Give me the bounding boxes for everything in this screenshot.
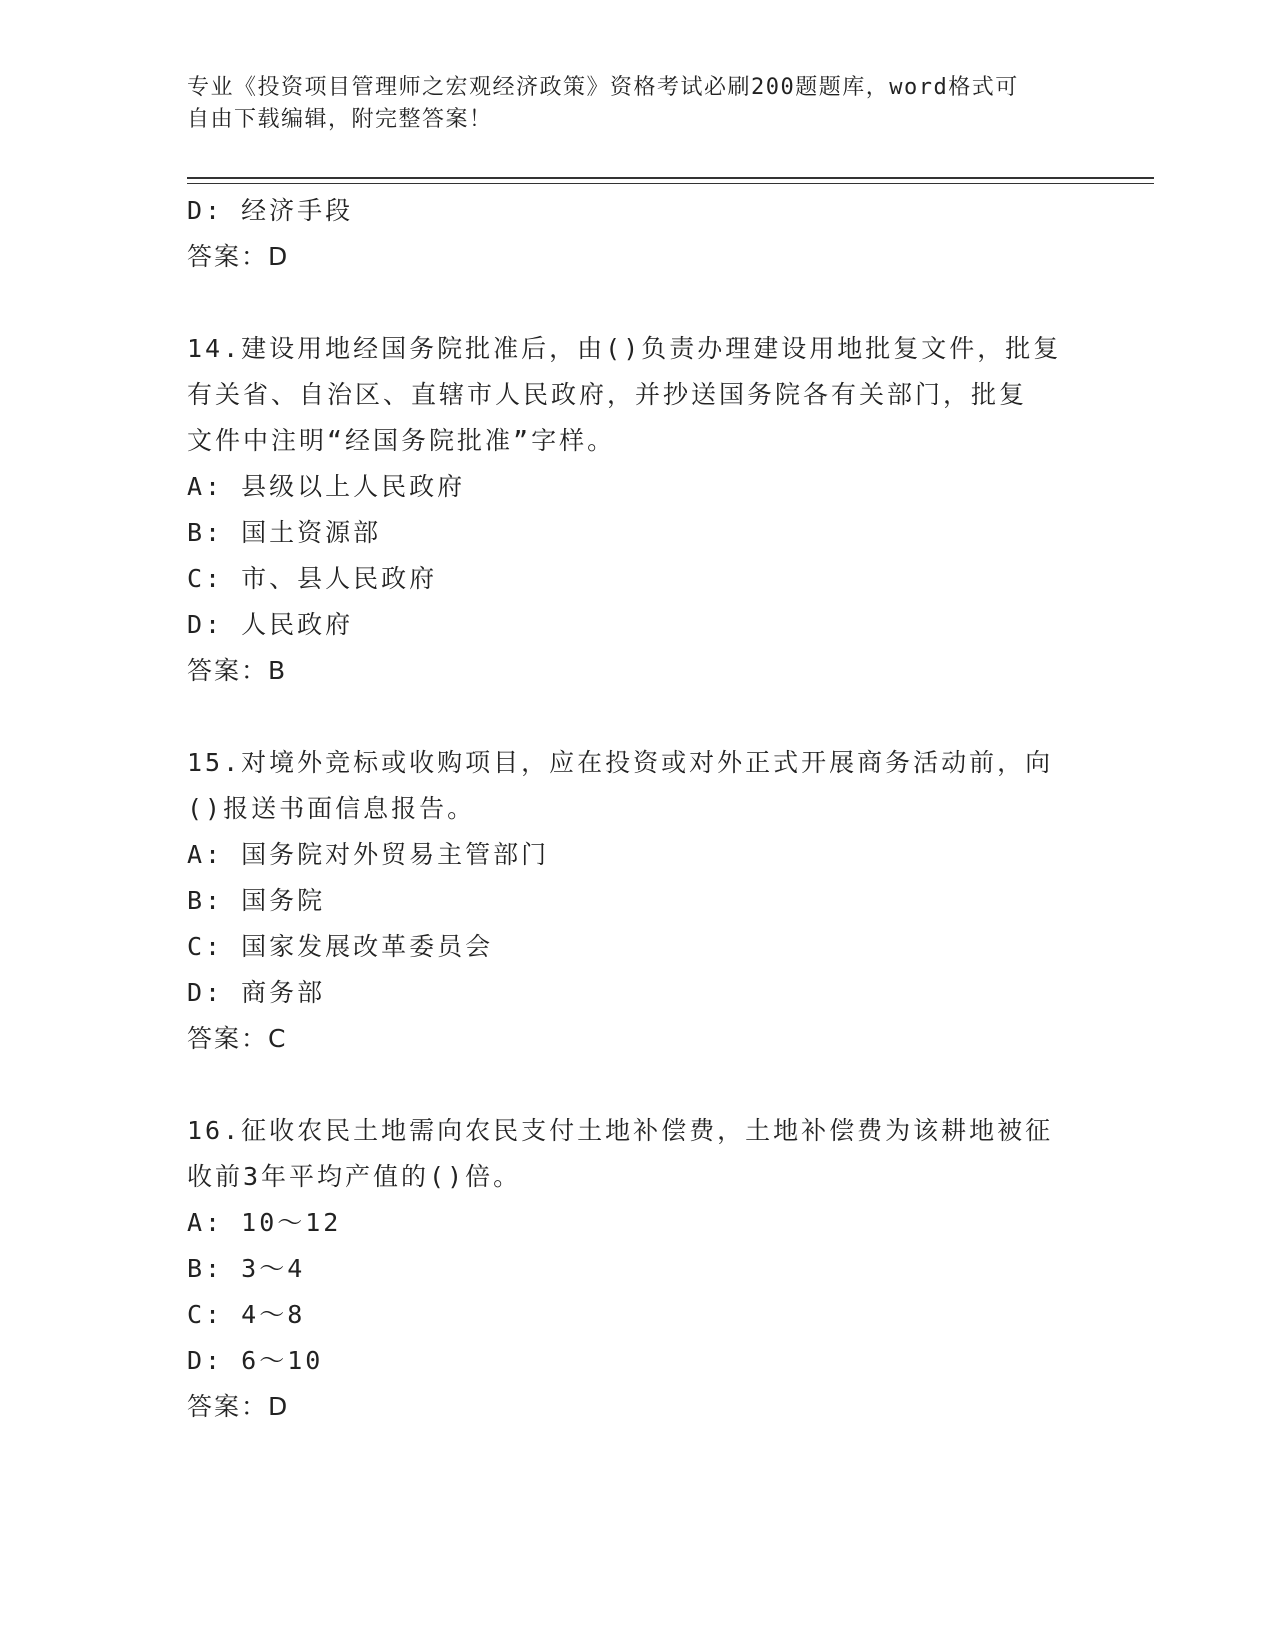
header-title-line-2: 自由下载编辑，附完整答案！ [187,107,493,132]
spacer [187,1062,1087,1108]
header-divider-thick [187,177,1154,179]
q16-option-c: C: 4～8 [187,1300,306,1329]
q14-option-a: A: 县级以上人民政府 [187,472,466,501]
q14-answer: 答案：B [187,656,288,685]
q15-stem-line-2: ()报送书面信息报告。 [187,794,476,823]
q15-option-a: A: 国务院对外贸易主管部门 [187,840,550,869]
q15-option-d: D: 商务部 [187,978,326,1007]
question-14 [187,326,1087,694]
spacer [187,694,1087,740]
q16-stem-line-2: 收前3年平均产值的()倍。 [187,1162,522,1191]
q14-option-c: C: 市、县人民政府 [187,564,438,593]
q15-option-b: B: 国务院 [187,886,326,915]
q13-answer: 答案：D [187,242,290,271]
question-16 [187,1108,1087,1430]
header-title-line-1: 专业《投资项目管理师之宏观经济政策》资格考试必刷200题题库，word格式可 [187,75,1019,100]
q16-stem-line-1: 16.征收农民土地需向农民支付土地补偿费，土地补偿费为该耕地被征 [187,1116,1054,1145]
q16-answer: 答案：D [187,1392,290,1421]
q13-option-d: D: 经济手段 [187,196,354,225]
q14-option-d: D: 人民政府 [187,610,354,639]
q16-option-a: A: 10～12 [187,1208,342,1237]
header-divider-thin [187,183,1154,184]
q14-stem-line-3: 文件中注明“经国务院批准”字样。 [187,426,616,455]
q15-option-c: C: 国家发展改革委员会 [187,932,494,961]
q14-stem-line-2: 有关省、自治区、直辖市人民政府，并抄送国务院各有关部门，批复 [187,380,1028,409]
q15-stem-line-1: 15.对境外竞标或收购项目，应在投资或对外正式开展商务活动前，向 [187,748,1054,777]
q14-stem-line-1: 14.建设用地经国务院批准后，由()负责办理建设用地批复文件，批复 [187,334,1062,363]
q14-option-b: B: 国土资源部 [187,518,382,547]
spacer [187,280,1087,326]
question-15 [187,740,1087,1062]
page-header [187,72,1067,136]
q15-answer: 答案：C [187,1024,288,1053]
question-list [187,188,1087,1430]
question-13 [187,188,1087,280]
q16-option-d: D: 6～10 [187,1346,324,1375]
q16-option-b: B: 3～4 [187,1254,306,1283]
